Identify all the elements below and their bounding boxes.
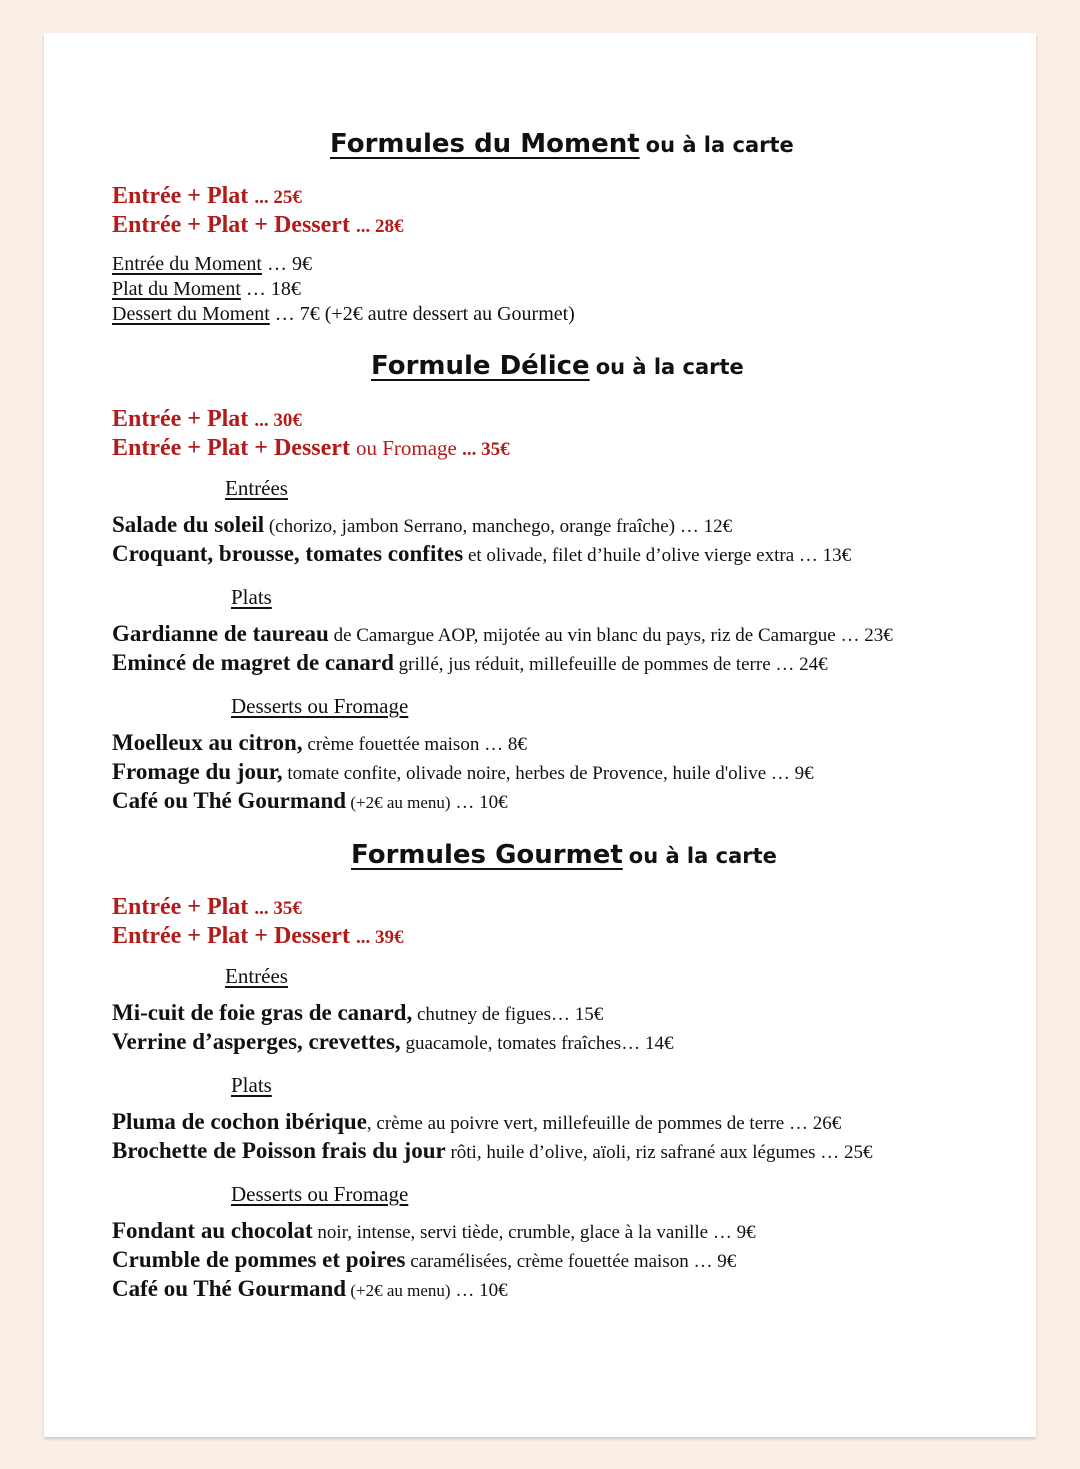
formula-price: ... 39€ [355,927,404,948]
formula-text: Entrée + Plat [112,406,255,432]
menu-item-name: Gardianne de taureau [112,621,329,646]
menu-item-desc: grillé, jus réduit, millefeuille de pommes de terre … 24€ [393,654,828,675]
formula-line [112,894,302,921]
menu-item-desc: noir, intense, servi tiède, crumble, glace à la vanille … 9€ [312,1222,756,1243]
menu-item-desc: caramélisées, crème fouettée maison … 9€ [405,1251,737,1272]
menu-item [112,788,508,814]
formula-extra: ou Fromage [355,436,463,460]
menu-item-desc: et olivade, filet d’huile d’olive vierge extra … 13€ [463,545,852,566]
menu-item-desc: crème fouettée maison … 8€ [302,734,527,755]
moment-item-name: Dessert du Moment [112,303,270,325]
formula-price: ... 35€ [462,439,510,460]
menu-item-name: Croquant, brousse, tomates confites [112,541,464,566]
menu-item-desc: rôti, huile d’olive, aïoli, riz safrané aux légumes … 25€ [445,1142,873,1163]
menu-item-desc: chutney de figues… 15€ [412,1004,604,1025]
menu-item [112,759,814,785]
section-title-suffix: ou à la carte [645,133,794,157]
section-title-main: Formules Gourmet [351,840,623,870]
formula-line [112,923,403,950]
moment-item-rest: … 9€ [261,253,312,275]
menu-item-name: Café ou Thé Gourmand [112,788,347,813]
category-heading: Plats [231,1073,272,1097]
section-title-moment [330,129,794,159]
menu-item [112,1138,873,1164]
moment-item-name: Plat du Moment [112,278,241,300]
menu-item-desc: de Camargue AOP, mijotée au vin blanc du pays, riz de Camargue … 23€ [328,625,893,646]
moment-item [112,278,301,301]
menu-item [112,1109,841,1135]
menu-item-name: Brochette de Poisson frais du jour [112,1138,446,1163]
formula-text: Entrée + Plat + Dessert [112,212,356,238]
menu-item-name: Fromage du jour, [112,759,283,784]
menu-item-note: (+2€ au menu) [346,793,451,812]
moment-item-rest: … 18€ [240,278,301,300]
category-heading: Desserts ou Fromage [231,1182,409,1206]
menu-item-name: Mi-cuit de foie gras de canard, [112,1000,413,1025]
menu-item [112,621,893,647]
category-heading: Plats [231,585,272,609]
category-heading: Entrées [225,964,288,988]
moment-item [112,253,312,276]
category-heading: Entrées [225,476,288,500]
section-title-gourmet [351,840,777,870]
menu-item [112,730,527,756]
section-title-suffix: ou à la carte [595,355,744,379]
formula-price: ... 25€ [254,187,302,208]
menu-item [112,1029,673,1055]
menu-item-name: Verrine d’asperges, crevettes, [112,1029,401,1054]
menu-item [112,1247,736,1273]
menu-item-name: Salade du soleil [112,512,265,537]
moment-item-rest: … 7€ (+2€ autre dessert au Gourmet) [269,303,575,325]
formula-line [112,435,510,462]
menu-item-desc: tomate confite, olivade noire, herbes de Provence, huile d'olive … 9€ [282,763,814,784]
formula-line [112,212,403,239]
category-heading: Desserts ou Fromage [231,694,409,718]
formula-price: ... 30€ [254,410,302,431]
formula-line [112,183,302,210]
menu-item-desc: (chorizo, jambon Serrano, manchego, orange fraîche) … 12€ [264,516,733,537]
menu-page [44,33,1036,1437]
menu-item-desc: guacamole, tomates fraîches… 14€ [400,1033,674,1054]
section-title-delice [371,351,744,381]
menu-item-name: Crumble de pommes et poires [112,1247,406,1272]
menu-item-name: Fondant au chocolat [112,1218,313,1243]
menu-item [112,512,732,538]
menu-item-note: (+2€ au menu) [346,1281,451,1300]
formula-text: Entrée + Plat + Dessert [112,435,356,461]
menu-item-desc: … 10€ [450,1280,508,1301]
section-title-suffix: ou à la carte [628,844,777,868]
formula-text: Entrée + Plat [112,183,255,209]
menu-item [112,1000,603,1026]
menu-item [112,1218,756,1244]
formula-text: Entrée + Plat + Dessert [112,923,356,949]
formula-price: ... 35€ [254,898,302,919]
menu-item-name: Moelleux au citron, [112,730,303,755]
menu-item [112,650,828,676]
menu-item [112,541,851,567]
menu-item [112,1276,508,1302]
section-title-main: Formules du Moment [330,129,640,159]
formula-line [112,406,302,433]
formula-text: Entrée + Plat [112,894,255,920]
moment-item [112,303,575,326]
menu-item-name: Emincé de magret de canard [112,650,394,675]
menu-item-desc: , crème au poivre vert, millefeuille de pommes de terre … 26€ [366,1113,842,1134]
menu-item-desc: … 10€ [450,792,508,813]
section-title-main: Formule Délice [371,351,590,381]
formula-price: ... 28€ [355,216,404,237]
menu-item-name: Pluma de cochon ibérique [112,1109,367,1134]
moment-item-name: Entrée du Moment [112,253,262,275]
menu-item-name: Café ou Thé Gourmand [112,1276,347,1301]
